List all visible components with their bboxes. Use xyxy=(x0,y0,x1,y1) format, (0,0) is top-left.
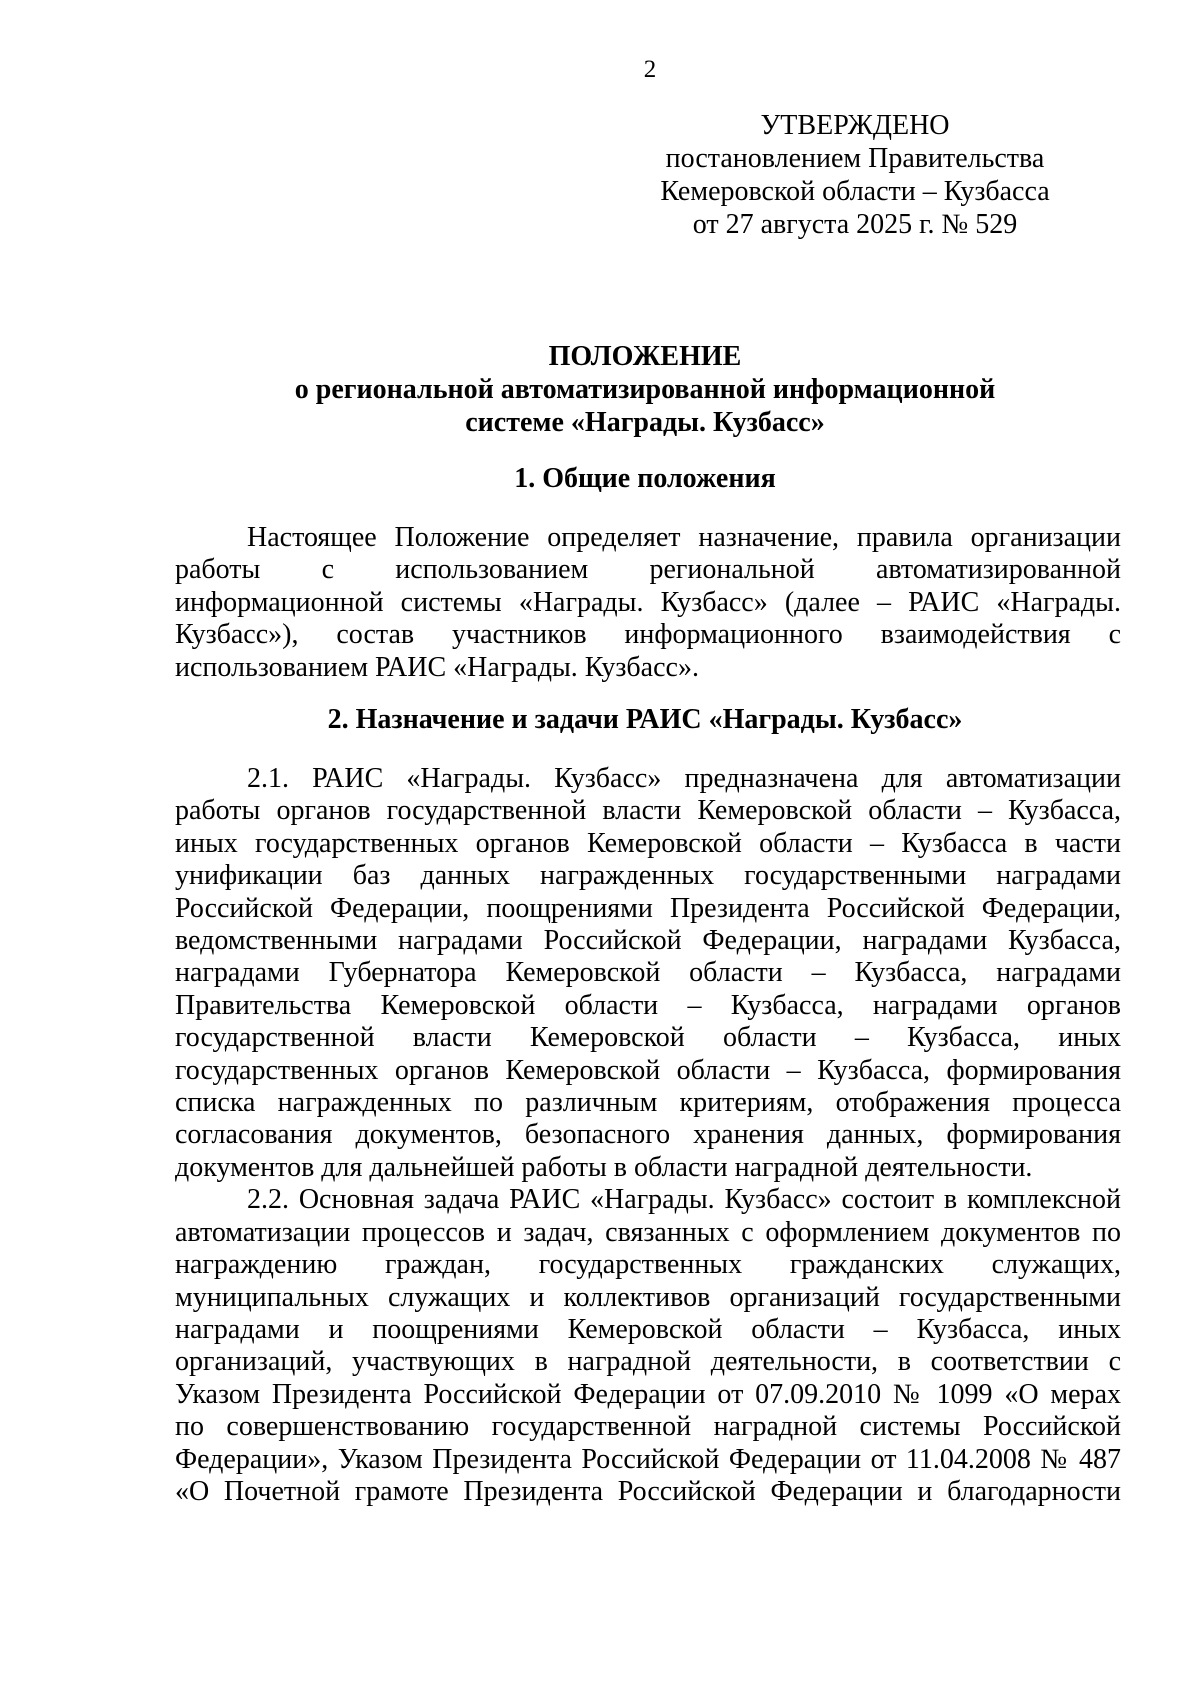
section-2-heading: 2. Назначение и задачи РАИС «Награды. Кузбасс» xyxy=(327,704,963,735)
approval-line: УТВЕРЖДЕНО xyxy=(760,110,950,141)
title-line: ПОЛОЖЕНИЕ xyxy=(548,341,742,372)
page-number: 2 xyxy=(643,56,657,83)
text-line: согласования документов, безопасного хранения данных, формирования xyxy=(175,1119,1121,1151)
document-title xyxy=(170,340,1120,439)
title-line: системе «Награды. Кузбасс» xyxy=(465,407,825,438)
text-line: по совершенствованию государственной наградной системы Российской xyxy=(175,1411,1121,1443)
approval-line: от 27 августа 2025 г. № 529 xyxy=(692,209,1018,240)
text-line: ведомственными наградами Российской Федерации, наградами Кузбасса, xyxy=(175,925,1121,957)
text-line: организаций, участвующих в наградной деятельности, в соответствии с xyxy=(175,1346,1121,1378)
text-line: государственной власти Кемеровской области – Кузбасса, иных xyxy=(175,1022,1121,1054)
text-line: Российской Федерации, поощрениями Президента Российской Федерации, xyxy=(175,892,1121,924)
text-line: унификации баз данных награжденных государственными наградами xyxy=(175,860,1121,892)
text-line: наградами Губернатора Кемеровской области – Кузбасса, наградами xyxy=(175,957,1121,989)
text-line: иных государственных органов Кемеровской области – Кузбасса в части xyxy=(175,827,1121,859)
section-1-heading: 1. Общие положения xyxy=(514,463,776,494)
text-line: награждению граждан, государственных гражданских служащих, xyxy=(175,1249,1121,1281)
text-line: Указом Президента Российской Федерации от 07.09.2010 № 1099 «О мерах xyxy=(175,1378,1121,1410)
text-line: 2.2. Основная задача РАИС «Награды. Кузбасс» состоит в комплексной xyxy=(247,1184,1121,1216)
text-line: Федерации», Указом Президента Российской Федерации от 11.04.2008 № 487 xyxy=(175,1443,1121,1475)
approval-stamp xyxy=(640,109,1070,241)
text-line: Правительства Кемеровской области – Кузбасса, наградами органов xyxy=(175,989,1121,1021)
title-line: о региональной автоматизированной информационной xyxy=(294,374,996,405)
section-1-paragraph xyxy=(175,522,1121,684)
paragraph-2-1 xyxy=(175,763,1121,1508)
text-line: наградами и поощрениями Кемеровской области – Кузбасса, иных xyxy=(175,1313,1121,1345)
approval-line: Кемеровской области – Кузбасса xyxy=(660,176,1050,207)
text-line: муниципальных служащих и коллективов организаций государственными xyxy=(175,1281,1121,1313)
text-line: «О Почетной грамоте Президента Российской Федерации и благодарности xyxy=(175,1475,1121,1507)
text-line: работы органов государственной власти Кемеровской области – Кузбасса, xyxy=(175,795,1121,827)
text-line: 2.1. РАИС «Награды. Кузбасс» предназначена для автоматизации xyxy=(247,763,1121,794)
text-line: государственных органов Кемеровской области – Кузбасса, формирования xyxy=(175,1054,1121,1086)
text-line: списка награжденных по различным критериям, отображения процесса xyxy=(175,1087,1121,1119)
text-line: Настоящее Положение определяет назначение, правила организации xyxy=(247,522,1121,553)
text-line: документов для дальнейшей работы в области наградной деятельности. xyxy=(175,1151,1033,1183)
text-line: автоматизации процессов и задач, связанных с оформлением документов по xyxy=(175,1216,1121,1248)
text-line: использованием РАИС «Награды. Кузбасс». xyxy=(175,651,699,683)
text-line: информационной системы «Награды. Кузбасс» (далее – РАИС «Награды. xyxy=(175,586,1121,618)
text-line: работы с использованием региональной автоматизированной xyxy=(175,554,1121,586)
approval-line: постановлением Правительства xyxy=(665,143,1045,174)
text-line: Кузбасс»), состав участников информационного взаимодействия с xyxy=(175,619,1121,651)
